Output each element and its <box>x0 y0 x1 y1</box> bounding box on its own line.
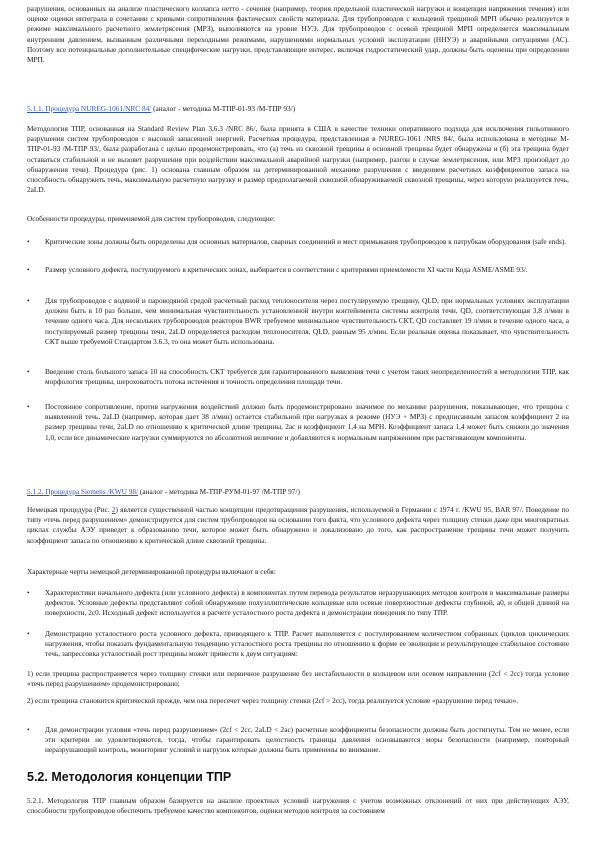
features2-intro-text: Характерные черты немецкой детерминированной процедуры включают в себя: <box>27 567 276 576</box>
case-1 <box>27 669 569 689</box>
bullet-text: Для демонстрации условия «течь перед разрушением» (2cf < 2cc, 2aLD < 2ac) расчетные коэффициенты безопасности должны быть достигнуты. Тем не менее, если эти критерии не удовлетворяются, тогда, чтобы гарантировать целостность границы давления основываются моры безопасности (например, повторный неразрушающий контроль, мониторинг условий и нагрузок которые должны быть применены во внимание. <box>45 725 569 755</box>
section-5-1-1-heading <box>27 104 569 114</box>
section-5-2-heading: 5.2. Методология концепции ТПР <box>27 770 232 784</box>
bullet-mark: • <box>27 725 30 734</box>
features-intro-text: Особенности процедуры, применяемой для систем трубопроводов, следующие: <box>27 214 276 223</box>
section-5-1-2-body <box>27 505 569 546</box>
bullet-text: Характеристики начального дефекта (или условного дефекта) в компонентах путем перевода результатов неразрушающих методов контроля в максимальные размеры дефектов. Условные дефекты представляют собой обнаружение полуэллиптические кольцевые или осевые поверхностные дефекты глубиной, a0, и общей длиной на поверхности, 2c0. Исходный дефект используется в расчете усталостного роста дефекта и демонстрации поведения по типу ТПР. <box>45 588 569 618</box>
intro-paragraph <box>27 4 569 65</box>
section-5-1-1-body <box>27 124 569 195</box>
bullet-mark: • <box>27 296 30 305</box>
bullet-mark: • <box>27 237 30 246</box>
bullet-text: Демонстрацию усталостного роста условного дефекта, приводящего к ТПР. Расчет выполняется с постулированием количеством собранных (циклов циклических нагружения, чтобы показать фундаментальную тенденцию усталостного роста трещины по отношению к форме ее эволюции и результирующее стабильное состояние течь, запрессовка усталостный рост трещины может привести к двум ситуациям: <box>45 629 569 659</box>
intro-text: разрушения, основанных на анализе пластического коллапса нетто - сечения (например, теория предельной пластической нагрузки и концепция напряжения течения) или оценке оценки интеграла в сочетании с кривыми сопротивления фактических свойств материала. Для трубопроводов с кольцевой трещиной МРП обычно реализуется в режиме максимального расчетного землетрясения (МРЗ), выполняются на уровне НУЭ. Для трубопроводов с осевой трещиной МРП определяется максимальным внутренним давлением, вызванным различными переходными режимами, нарушениями нормальных условий эксплуатации (ННУЭ) и аварийными ситуациями (АС). Поэтому все потенциальные дополнительные специфические нагрузки, представляющие интерес, включая гидростатический удар, должны быть оценены при определении МРП. <box>27 4 569 65</box>
case-1-text: 1) если трещина распространяется через толщину стенки или первичное разрушение без нестабильности в кольцевом или осевом направлении (2cf < 2cc) тогда условие «течь перед разрушением» продемонстрировано; <box>27 669 569 689</box>
features2-intro <box>27 567 569 577</box>
section-5-1-2-text-start: Немецкая процедура (Рис. <box>27 505 112 514</box>
bullet-item <box>27 588 569 619</box>
section-5-1-1-link[interactable]: 5.1.1. Процедура NUREG-1061/NRC 84/ <box>27 104 152 113</box>
section-5-1-1-heading-rest: (аналог - методика М-ТПР-01-93 /М-ТПР 93/) <box>151 104 296 113</box>
section-5-2-1-text: 5.2.1. Методология ТПР главным образом базируется на анализе проектных условий нагружения с учетом возможных отклонений от них при действующих АЭУ, способности трубопроводов обеспечить требуемое качество компонентов, оценки методов контроля за состоянием <box>27 796 569 816</box>
bullet-text: Введение столь большого запаса 10 на способность СКТ требуется для гарантированного выявления течи с учетом таких неопределенностей в методологии ТПР, как морфология трещины, шероховатость потока истечения и точность определения площади течи. <box>45 367 569 387</box>
bullet-mark: • <box>27 588 30 597</box>
section-5-1-2-text-end: ) является существенной частью концепции предотвращения разрушения, используемой в Германии с 1974 г. /KWU 95, BAR 97/. Поведение по типу «течь перед разрушением» демонстрируется для систем трубопроводов на основании того факта, что условного дефекта через толщину стенки даже при многократных циклах службы АЭУ приведет к образованию течи, которое может быть обнаружено и локализовано до того, как распространение трещины течи может получить коэффициент запаса по отношению к критической длине сквозной трещины. <box>27 505 569 545</box>
bullet-item <box>27 402 569 443</box>
bullet-mark: • <box>27 367 30 376</box>
bullet-item <box>27 296 569 347</box>
section-5-1-1-text: Методология ТПР, основанная на Standard Review Plan 3.6.3 /NRC 86/, была принята в США в качестве техники оперативного подхода для исключения гильотинного разрушения систем трубопроводов с высокой запасенной энергией. Расчетная процедура, представленная в NUREG-1061 /NRS 84/, была использована в методике М-ТПР-01-93 /М-ТПР 93/, была разработана с целью продемонстрировать, что (а) течь из сквозной трещины в основной трещины будет обнаружена и (б) эта трещина будет оставаться стабильной и не вызовет разрушения при воздействии максимальной аварийной нагрузки (например, разгон в случае землетрясения, или МРЗ произойдет до обнаружения течи). Процедура (рис. 1) основана главным образом на детерминированной механике разрушения с введением расчетных коэффициентов запаса на способность обнаружить течь, максимальную расчетную нагрузку и размер предполагаемой сквозной обнаруживаемой сквозной трещины, через которую реализуется течь, 2aLD. <box>27 124 569 195</box>
bullet-text: Для трубопроводов с водяной и пароводяной средой расчетный расход теплоносителя через постулируемую трещину, QLD, при нормальных условиях эксплуатации должен быть в 10 раз больше, чем минимальная чувствительность установленной внутри контейнмента системы контроля течи, QD, соответствующая 3,8 л/мин в течение одного часа. Для нескольких трубопроводов реакторов BWR требуемое минимальное чувствительность СКТ, QD составляет 19 л/мин в течение одного часа, а постулируемый размер трещины течи, 2aLD определяется расходом теплоносителя, QLD, равным 95 л/мин. Если реальная оценка показывает, что чувствительность СКТ выше требуемой Стандартом 3.6.3, то она может быть использована. <box>45 296 569 346</box>
bullet-item <box>27 629 569 660</box>
case-2 <box>27 696 569 706</box>
figure-2-link[interactable]: 2 <box>111 505 116 514</box>
section-5-2-1-body <box>27 796 569 816</box>
bullet-item <box>27 265 569 275</box>
bullet-mark: • <box>27 265 30 274</box>
features-intro <box>27 214 569 224</box>
section-5-1-2-heading <box>27 487 569 497</box>
bullet-item <box>27 237 569 247</box>
bullet-text: Постоянное сопротивление, против нагружения воздействий должно быть продемонстрировано значимое по механике разрушения, показывающее, что трещина с выявленной течь, 2aLD (например, которая дает 38 л/мин) остается стабильной при нагрузках в режиме (НУЭ + МРЗ) с предписанным запасом коэффициент 2 на размер трещины течи, 2aLD по отношению к критической длине трещины, 2ac и коэффициент 1,4 на МРН. Коэффициент запаса 1,4 может быть снижен до значения 1,0, если все динамические нагрузки суммируются по абсолютной величине и добавляются к нормальным напряжениям при растягивающем компоненты. <box>45 402 569 442</box>
bullet-mark: • <box>27 402 30 411</box>
bullet-item <box>27 367 569 387</box>
bullet-item <box>27 725 569 756</box>
bullet-text: Размер условного дефекта, постулируемого в критических зонах, выбирается в соответствии с критериями приемлемости XI части Кода ASME/ASME 93/. <box>45 265 528 274</box>
section-5-1-2-heading-rest: (аналог - методика М-ТПР-РУМ-01-97 /М-ТПР 97/) <box>138 487 300 496</box>
bullet-mark: • <box>27 629 30 638</box>
bullet-text: Критические зоны должны быть определены для основных материалов, сварных соединений и мест примыкания трубопроводов к патрубкам оборудования (safe ends). <box>45 237 567 246</box>
case-2-text: 2) если трещина становится критической прежде, чем она пересечет через толщину стенки (2cf > 2cc), тогда реализуется условие «разрушение перед течью». <box>27 696 519 705</box>
section-5-1-2-link[interactable]: 5.1.2. Процедура Siemens /KWU 98/ <box>27 487 139 496</box>
